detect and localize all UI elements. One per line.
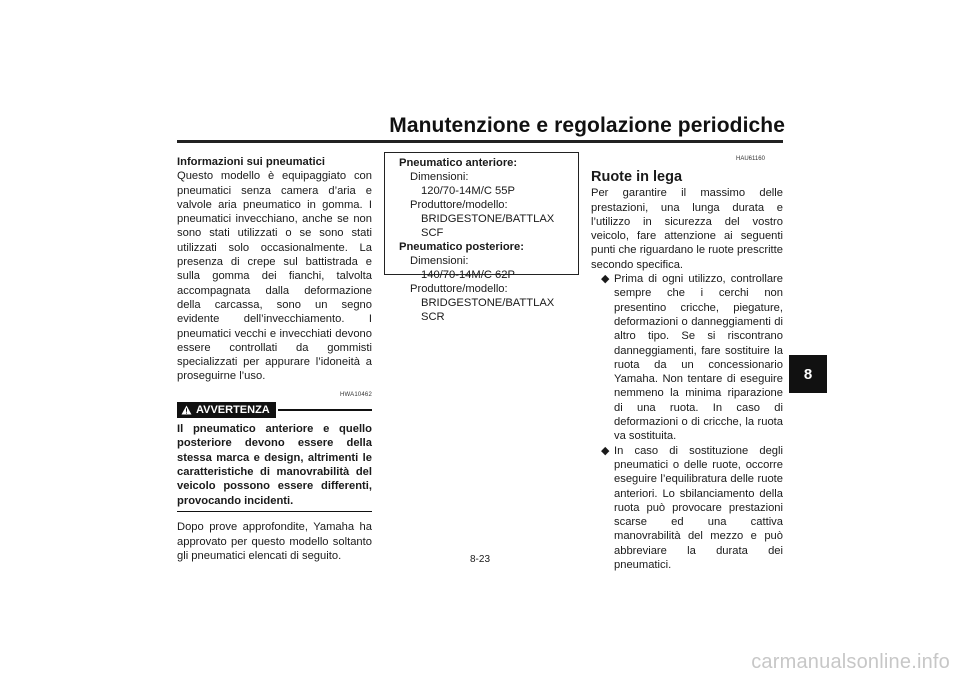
section-intro: Per garantire il massimo delle prestazioni, una lunga durata e l’utilizzo in sicurezza del vostro veicolo, fare attenzione ai seguenti punti che riguardano le ruote prescritte secondo specifica.	[591, 187, 783, 271]
warning-triangle-icon	[181, 405, 192, 415]
front-tire-heading: Pneumatico anteriore:	[399, 157, 518, 169]
warning-code: HWA10462	[339, 391, 372, 398]
section-code: HAU61160	[736, 156, 765, 162]
bullet-diamond-icon: ◆	[601, 444, 610, 457]
rear-make-value: BRIDGESTONE/BATTLAX SCR	[421, 297, 555, 323]
warning-bottom-rule	[177, 511, 372, 513]
page-number: 8-23	[469, 554, 490, 565]
warning-text: Il pneumatico anteriore e quello posteriore devono essere della stessa marca e design, altrimenti le caratteristiche di manovrabilità del veicolo possono essere differenti, provocando incidenti.	[177, 423, 372, 507]
front-make-label: Produttore/modello:	[410, 199, 508, 211]
title-divider	[177, 140, 783, 143]
rear-make-label: Produttore/modello:	[410, 283, 508, 295]
right-column	[591, 170, 783, 572]
front-dim-value: 120/70-14M/C 55P	[421, 185, 515, 197]
tire-info-text: Questo modello è equipaggiato con pneumatici senza camera d’aria e valvole aria pneumatico in gomma. I pneumatici invecchiano, anche se non sono stati utilizzati o se sono stati utilizzati solo occasionalmente. La presenza di crepe sul battistrada e sulla gomma dei fianchi, talvolta accompagnata dalla deformazione della carcassa, sono un segno evidente dell’invecchiamento. I pneumatici vecchi e invecchiati devono essere controllati da gommisti specializzati per appurare l’idoneità a proseguirne l’uso.	[177, 170, 372, 383]
warning-label: AVVERTENZA	[196, 403, 270, 416]
bullet-text: In caso di sostituzione degli pneumatici o delle ruote, occorre eseguire l’equilibratura delle ruote anteriori. Lo sbilanciamento della ruota può provocare prestazioni scarse ed una cattiva manovrabilità del mezzo e può abbreviare la durata dei pneumatici.	[614, 444, 783, 572]
tire-info-heading: Informazioni sui pneumatici	[177, 156, 325, 168]
bullet-text: Prima di ogni utilizzo, controllare sempre che i cerchi non presentino cricche, piegature, deformazioni o danneggiamenti di altro tipo. Se si riscontrano danneggiamenti, fare sostituire la ruota da un concessionario Yamaha. Non tentare di eseguire nemmeno la minima riparazione di una ruota. In caso di deformazioni o di cricche, la ruota va sostituita.	[614, 273, 783, 443]
tire-spec-box	[384, 152, 579, 323]
warning-header	[177, 402, 372, 418]
page-title: Manutenzione e regolazione periodiche	[389, 114, 785, 137]
bullet-item	[591, 272, 783, 444]
rear-tire-heading: Pneumatico posteriore:	[399, 241, 524, 253]
chapter-tab: 8	[789, 355, 827, 393]
rear-dim-value: 140/70-14M/C 62P	[421, 269, 515, 281]
approval-text: Dopo prove approfondite, Yamaha ha approvato per questo modello soltanto gli pneumatici elencati di seguito.	[177, 521, 372, 562]
left-column	[177, 155, 372, 563]
front-make-value: BRIDGESTONE/BATTLAX SCF	[421, 213, 555, 239]
watermark: carmanualsonline.info	[751, 651, 950, 673]
front-dim-label: Dimensioni:	[410, 171, 469, 183]
section-title: Ruote in lega	[591, 169, 683, 185]
bullet-item	[591, 444, 783, 573]
warning-line	[278, 409, 372, 411]
warning-badge	[177, 402, 276, 418]
rear-dim-label: Dimensioni:	[410, 255, 469, 267]
bullet-diamond-icon: ◆	[601, 273, 610, 286]
